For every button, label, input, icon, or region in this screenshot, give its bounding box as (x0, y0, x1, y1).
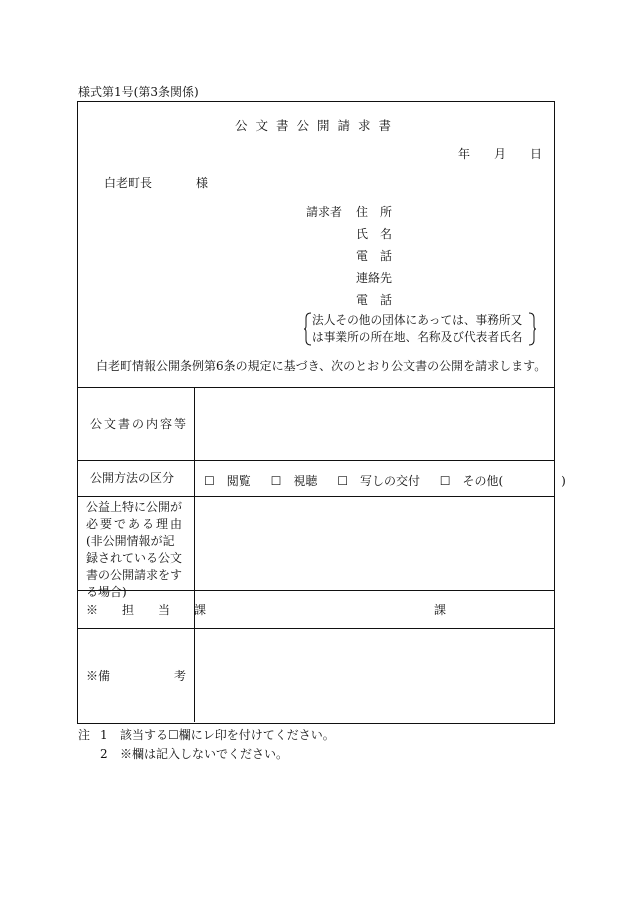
reason-label-line: 公益上特に公開が (86, 500, 183, 514)
row-divider (78, 628, 554, 629)
remarks-label-end: 考 (174, 669, 187, 683)
reason-label-line: 書の公開請求をす (86, 568, 183, 582)
date-month: 月 (494, 147, 507, 161)
reason-label-line: 必要である理由 (86, 517, 185, 531)
row-divider (78, 496, 554, 497)
method-reading[interactable]: ☐ 閲覧 (204, 474, 251, 488)
note-number: 1 (100, 728, 108, 742)
addressee-name: 白老町長 (104, 176, 153, 190)
note-text: ※欄は記入しないでください。 (120, 747, 289, 761)
office-label: ※ 担 当 課 (86, 603, 207, 617)
reason-label (86, 499, 184, 601)
column-divider (194, 387, 195, 590)
form-title: 公文書公開請求書 (234, 118, 399, 133)
requester-label: 請求者 (306, 205, 343, 219)
office-use-box (77, 591, 555, 724)
office-suffix: 課 (434, 603, 447, 617)
reason-label-line: 録されている公文 (86, 551, 183, 565)
remarks-label: ※備 (86, 669, 111, 683)
method-other[interactable]: ☐ その他( (439, 474, 504, 488)
requester-contact-phone-label: 電 話 (356, 293, 393, 307)
request-form-box (77, 101, 566, 599)
reason-label-line: る場合) (86, 585, 127, 599)
corporate-note-line2: は事業所の所在地、名称及び代表者氏名 (312, 330, 523, 344)
requester-phone-label: 電 話 (356, 249, 393, 263)
reason-label-line: (非公開情報が記 (86, 534, 175, 548)
method-copy[interactable]: ☐ 写しの交付 (337, 474, 420, 488)
method-other-close: ) (561, 474, 566, 488)
note-number: 2 (100, 747, 108, 761)
requester-address-label: 住 所 (356, 205, 393, 219)
method-label: 公開方法の区分 (90, 471, 175, 485)
note-text: 該当する☐欄にレ印を付けてください。 (120, 728, 335, 742)
requester-name-label: 氏 名 (356, 227, 393, 241)
date-day: 日 (530, 147, 543, 161)
note-prefix: 注 (78, 728, 91, 742)
corporate-note-line1: 法人その他の団体にあっては、事務所又 (312, 313, 523, 327)
content-label: 公文書の内容等 (90, 417, 189, 431)
method-options (204, 472, 566, 489)
requester-contact-label: 連絡先 (356, 271, 393, 285)
declaration-text: 白老町情報公開条例第6条の規定に基づき、次のとおり公文書の公開を請求します。 (96, 359, 547, 373)
form-number: 様式第1号(第3条関係) (78, 85, 199, 99)
row-divider (78, 460, 554, 461)
method-viewing[interactable]: ☐ 視聴 (270, 474, 318, 488)
date-year: 年 (458, 147, 471, 161)
addressee-honorific: 様 (196, 176, 209, 190)
corporate-note (304, 312, 536, 346)
row-divider (78, 387, 554, 388)
